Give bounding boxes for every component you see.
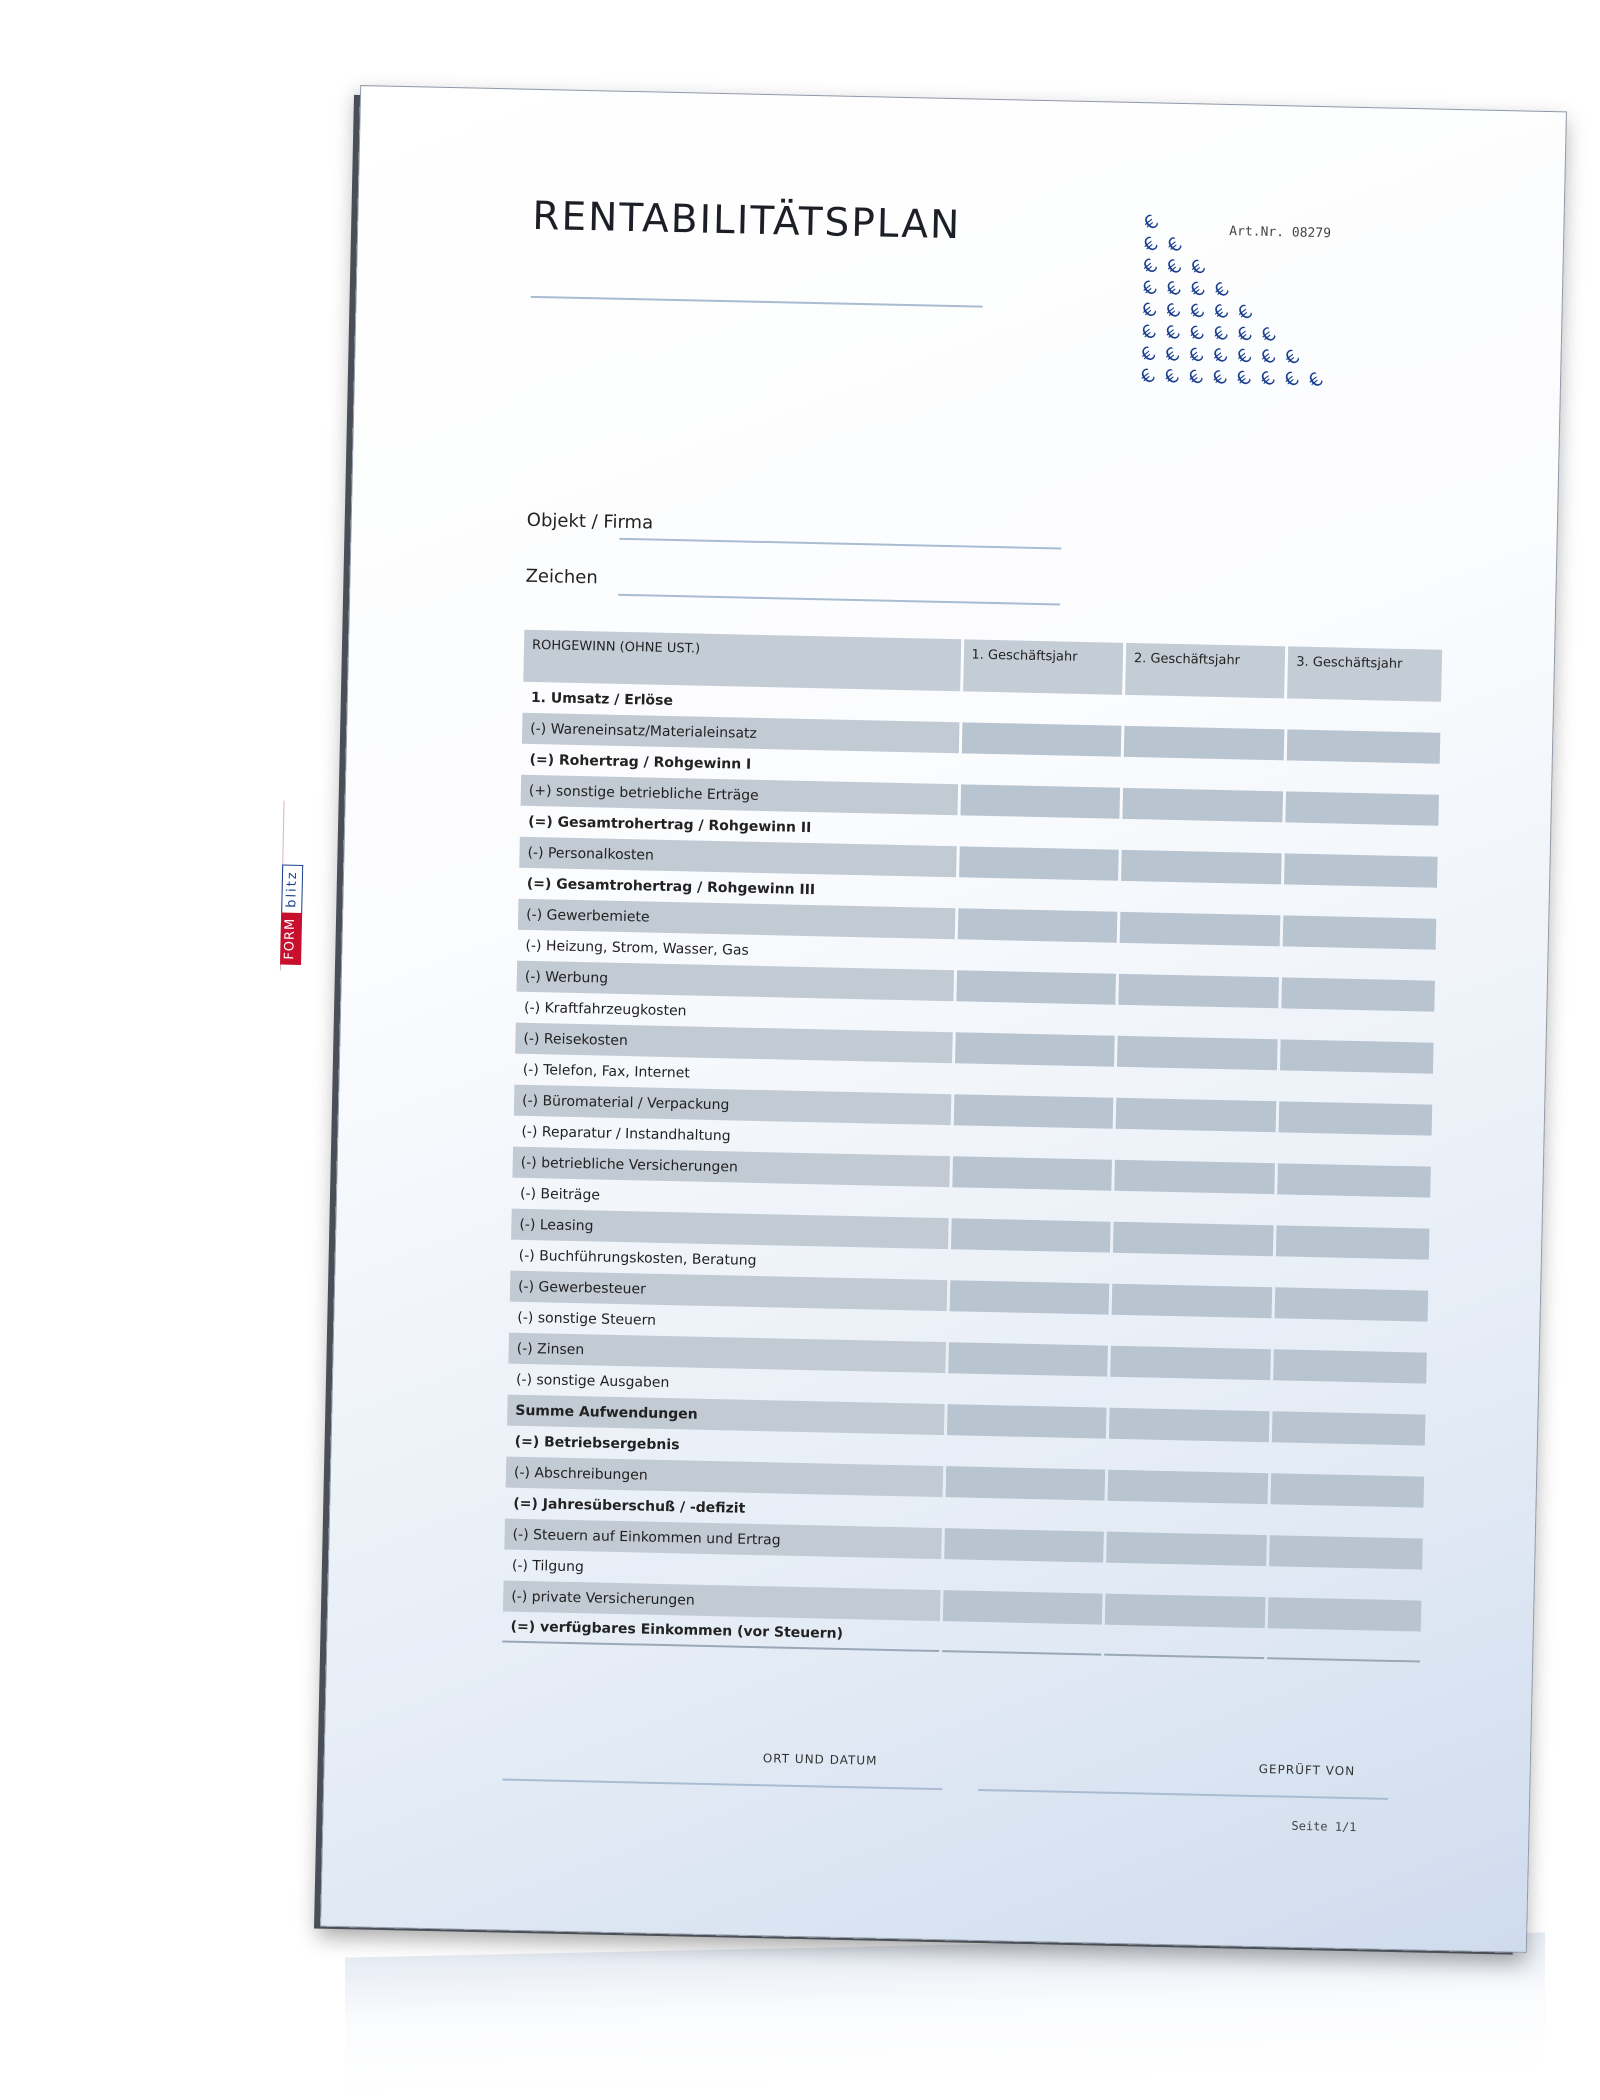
euro-icon: € — [1232, 344, 1256, 370]
year-3-input-cell[interactable] — [1285, 791, 1439, 825]
euro-icon: € — [1185, 321, 1209, 347]
row-label: (-) Gewerbemiete — [518, 899, 955, 940]
row-label: 1. Umsatz / Erlöse — [530, 689, 674, 709]
year-1-input-cell[interactable] — [944, 1528, 1104, 1562]
year-2-input-cell[interactable] — [1114, 1160, 1274, 1194]
euro-icon: € — [1186, 255, 1210, 281]
year-1-input-cell[interactable] — [945, 1466, 1105, 1500]
year-2-input-cell[interactable] — [1122, 788, 1282, 822]
row-label: (-) Beiträge — [519, 1185, 601, 1204]
euro-icon: € — [1233, 322, 1257, 348]
euro-icon: € — [1256, 345, 1280, 370]
year-3-input-cell[interactable] — [1275, 1256, 1429, 1290]
year-1-input-cell[interactable] — [948, 1342, 1108, 1376]
ort-datum-field[interactable] — [502, 1779, 942, 1791]
rentabilitaet-table — [502, 630, 1442, 1663]
year-1-input-cell[interactable] — [955, 1001, 1115, 1035]
year-3-input-cell[interactable] — [1286, 760, 1440, 794]
row-label: (+) sonstige betriebliche Erträge — [521, 775, 958, 816]
row-label: (=) Gesamtrohertrag / Rohgewinn III — [526, 875, 816, 898]
year-3-input-cell[interactable] — [1271, 1442, 1425, 1476]
euro-icon: € — [1210, 278, 1234, 303]
year-3-input-cell[interactable] — [1275, 1225, 1429, 1259]
row-label: (-) Wareneinsatz/Materialeinsatz — [522, 713, 959, 754]
euro-icon: € — [1280, 367, 1304, 393]
row-label: (-) betriebliche Versicherungen — [512, 1147, 949, 1188]
euro-icon: € — [1161, 298, 1185, 324]
euro-icon: € — [1162, 277, 1186, 302]
row-label: (=) verfügbares Einkommen (vor Steuern) — [502, 1612, 939, 1653]
table-header-year-3: 3. Geschäftsjahr — [1288, 646, 1443, 701]
euro-icon: € — [1209, 322, 1233, 347]
year-2-input-cell[interactable] — [1121, 850, 1281, 884]
year-3-input-cell[interactable] — [1282, 915, 1436, 949]
euro-icon: € — [1137, 298, 1161, 324]
year-1-input-cell[interactable] — [951, 1187, 1111, 1221]
year-2-input-cell[interactable] — [1124, 726, 1284, 760]
year-2-input-cell[interactable] — [1123, 757, 1283, 791]
year-3-input-cell[interactable] — [1276, 1194, 1430, 1228]
euro-pattern-logo — [1124, 207, 1328, 411]
row-label: (-) Buchführungskosten, Beratung — [518, 1247, 757, 1269]
year-1-input-cell[interactable] — [947, 1404, 1107, 1438]
year-3-input-cell[interactable] — [1272, 1380, 1426, 1414]
year-1-input-cell[interactable] — [959, 815, 1119, 849]
year-1-input-cell[interactable] — [955, 1032, 1115, 1066]
euro-icon: € — [1209, 300, 1233, 325]
year-3-input-cell[interactable] — [1267, 1597, 1421, 1631]
row-label: (-) Leasing — [511, 1209, 948, 1250]
year-2-input-cell[interactable] — [1120, 881, 1280, 915]
page-title: RENTABILITÄTSPLAN — [531, 193, 962, 249]
table-header-label: ROHGEWINN (OHNE UST.) — [523, 630, 961, 692]
zeichen-field[interactable] — [618, 594, 1060, 606]
year-1-input-cell[interactable] — [960, 784, 1120, 818]
year-2-input-cell[interactable] — [1118, 1005, 1278, 1039]
year-2-input-cell[interactable] — [1117, 1036, 1277, 1070]
title-divider — [531, 296, 983, 308]
year-2-input-cell[interactable] — [1106, 1563, 1266, 1597]
year-3-input-cell[interactable] — [1281, 977, 1435, 1011]
year-3-input-cell[interactable] — [1271, 1411, 1425, 1445]
year-3-input-cell[interactable] — [1274, 1287, 1428, 1321]
brand-form-text: FORM — [280, 913, 302, 965]
year-1-input-cell[interactable] — [942, 1621, 1102, 1655]
euro-icon: € — [1257, 323, 1281, 348]
year-2-input-cell[interactable] — [1125, 695, 1285, 729]
zeichen-label: Zeichen — [525, 565, 598, 589]
euro-icon: € — [1162, 255, 1186, 280]
year-2-input-cell[interactable] — [1108, 1439, 1268, 1473]
euro-icon: € — [1138, 254, 1162, 280]
euro-icon: € — [1186, 277, 1210, 303]
form-page — [282, 85, 1567, 1953]
row-label: (-) Büromaterial / Verpackung — [514, 1085, 951, 1126]
year-1-input-cell[interactable] — [956, 970, 1116, 1004]
row-label: (-) Heizung, Strom, Wasser, Gas — [525, 937, 750, 959]
row-label: (-) private Versicherungen — [503, 1581, 940, 1622]
year-2-input-cell[interactable] — [1112, 1284, 1272, 1318]
objekt-firma-label: Objekt / Firma — [526, 509, 654, 534]
year-3-input-cell[interactable] — [1270, 1473, 1424, 1507]
euro-icon: € — [1256, 367, 1280, 392]
row-label: (=) Betriebsergebnis — [514, 1433, 680, 1453]
row-label: (-) Reparatur / Instandhaltung — [521, 1123, 731, 1144]
year-3-input-cell[interactable] — [1273, 1318, 1427, 1352]
year-2-input-cell[interactable] — [1109, 1408, 1269, 1442]
euro-icon: € — [1137, 320, 1161, 346]
year-2-input-cell[interactable] — [1106, 1532, 1266, 1566]
year-3-input-cell[interactable] — [1280, 1008, 1434, 1042]
year-1-input-cell[interactable] — [943, 1559, 1103, 1593]
euro-icon: € — [1161, 320, 1185, 346]
brand-blitz-text: blitz — [281, 864, 303, 913]
euro-icon: € — [1184, 343, 1208, 369]
euro-icon: € — [1160, 342, 1184, 368]
year-3-input-cell[interactable] — [1284, 822, 1438, 856]
year-1-input-cell[interactable] — [950, 1249, 1110, 1283]
year-3-input-cell[interactable] — [1277, 1163, 1431, 1197]
row-label: (-) Gewerbesteuer — [510, 1271, 947, 1312]
table-header-year-1: 1. Geschäftsjahr — [963, 639, 1124, 694]
row-label: (=) Gesamtrohertrag / Rohgewinn II — [528, 813, 812, 836]
year-1-input-cell[interactable] — [947, 1373, 1107, 1407]
row-label: (-) Kraftfahrzeugkosten — [523, 999, 687, 1019]
year-1-input-cell[interactable] — [942, 1590, 1102, 1624]
year-1-input-cell[interactable] — [961, 722, 1121, 756]
year-3-input-cell[interactable] — [1282, 946, 1436, 980]
year-2-input-cell[interactable] — [1111, 1315, 1271, 1349]
row-label: (-) Steuern auf Einkommen und Ertrag — [504, 1519, 941, 1560]
year-1-input-cell[interactable] — [949, 1311, 1109, 1345]
row-label: (-) Abschreibungen — [506, 1457, 943, 1498]
row-label: (-) Reisekosten — [515, 1023, 952, 1064]
year-2-input-cell[interactable] — [1122, 819, 1282, 853]
row-label: Summe Aufwendungen — [507, 1395, 944, 1436]
year-2-input-cell[interactable] — [1107, 1501, 1267, 1535]
geprueft-von-label: GEPRÜFT VON — [1258, 1762, 1356, 1779]
euro-icon: € — [1233, 300, 1257, 326]
year-3-input-cell[interactable] — [1283, 884, 1437, 918]
euro-icon: € — [1280, 345, 1304, 371]
objekt-firma-field[interactable] — [619, 538, 1061, 550]
year-2-input-cell[interactable] — [1105, 1594, 1265, 1628]
euro-icon: € — [1136, 342, 1160, 368]
row-label: (=) Jahresüberschuß / -defizit — [513, 1495, 746, 1517]
euro-icon: € — [1136, 364, 1160, 390]
year-1-input-cell[interactable] — [951, 1218, 1111, 1252]
year-3-input-cell[interactable] — [1286, 729, 1440, 763]
euro-icon: € — [1184, 365, 1208, 391]
year-1-input-cell[interactable] — [957, 939, 1117, 973]
year-2-input-cell[interactable] — [1120, 912, 1280, 946]
year-2-input-cell[interactable] — [1116, 1098, 1276, 1132]
brand-logo — [280, 864, 303, 965]
row-label: (-) Zinsen — [508, 1333, 945, 1374]
year-3-input-cell[interactable] — [1284, 853, 1438, 887]
year-1-input-cell[interactable] — [949, 1280, 1109, 1314]
year-2-input-cell[interactable] — [1113, 1222, 1273, 1256]
year-3-input-cell[interactable] — [1268, 1566, 1422, 1600]
year-3-input-cell[interactable] — [1279, 1039, 1433, 1073]
page-reflection — [345, 1932, 1545, 2097]
euro-icon: € — [1208, 366, 1232, 391]
year-2-input-cell[interactable] — [1116, 1067, 1276, 1101]
year-3-input-cell[interactable] — [1269, 1535, 1423, 1569]
year-3-input-cell[interactable] — [1277, 1132, 1431, 1166]
year-2-input-cell[interactable] — [1118, 974, 1278, 1008]
year-1-input-cell[interactable] — [961, 753, 1121, 787]
row-label: (-) sonstige Ausgaben — [515, 1371, 670, 1391]
page-number: Seite 1/1 — [1291, 1818, 1357, 1835]
euro-icon: € — [1160, 364, 1184, 390]
euro-icon: € — [1304, 368, 1328, 393]
row-label: (-) Tilgung — [511, 1557, 584, 1575]
year-2-input-cell[interactable] — [1104, 1625, 1264, 1659]
year-2-input-cell[interactable] — [1110, 1346, 1270, 1380]
year-1-input-cell[interactable] — [957, 908, 1117, 942]
euro-icon: € — [1232, 366, 1256, 392]
euro-icon: € — [1138, 276, 1162, 302]
year-2-input-cell[interactable] — [1115, 1129, 1275, 1163]
euro-icon: € — [1208, 344, 1232, 369]
table-header-year-2: 2. Geschäftsjahr — [1125, 643, 1286, 698]
year-3-input-cell[interactable] — [1287, 698, 1441, 732]
ort-datum-label: ORT UND DATUM — [762, 1751, 878, 1768]
year-1-input-cell[interactable] — [953, 1094, 1113, 1128]
year-1-input-cell[interactable] — [944, 1497, 1104, 1531]
year-3-input-cell[interactable] — [1279, 1070, 1433, 1104]
row-label: (-) Personalkosten — [519, 837, 956, 878]
euro-icon: € — [1139, 210, 1163, 236]
table-body — [502, 682, 1441, 1663]
euro-icon: € — [1163, 233, 1187, 258]
year-3-input-cell[interactable] — [1278, 1101, 1432, 1135]
geprueft-von-field[interactable] — [978, 1789, 1388, 1800]
row-label: (=) Rohertrag / Rohgewinn I — [529, 751, 752, 773]
year-1-input-cell[interactable] — [946, 1435, 1106, 1469]
year-1-input-cell[interactable] — [958, 877, 1118, 911]
year-3-input-cell[interactable] — [1267, 1628, 1421, 1662]
year-3-input-cell[interactable] — [1269, 1504, 1423, 1538]
row-label: (-) Werbung — [516, 961, 953, 1002]
year-1-input-cell[interactable] — [952, 1156, 1112, 1190]
year-1-input-cell[interactable] — [954, 1063, 1114, 1097]
year-1-input-cell[interactable] — [953, 1125, 1113, 1159]
euro-icon: € — [1185, 299, 1209, 325]
year-2-input-cell[interactable] — [1114, 1191, 1274, 1225]
year-1-input-cell[interactable] — [962, 691, 1122, 725]
year-3-input-cell[interactable] — [1273, 1349, 1427, 1383]
year-2-input-cell[interactable] — [1108, 1470, 1268, 1504]
row-label: (-) Telefon, Fax, Internet — [522, 1061, 691, 1081]
year-2-input-cell[interactable] — [1119, 943, 1279, 977]
year-2-input-cell[interactable] — [1110, 1377, 1270, 1411]
article-number: Art.Nr. 08279 — [1229, 224, 1332, 242]
year-2-input-cell[interactable] — [1112, 1253, 1272, 1287]
row-label: (-) sonstige Steuern — [517, 1309, 657, 1329]
year-1-input-cell[interactable] — [959, 846, 1119, 880]
euro-icon: € — [1139, 232, 1163, 258]
